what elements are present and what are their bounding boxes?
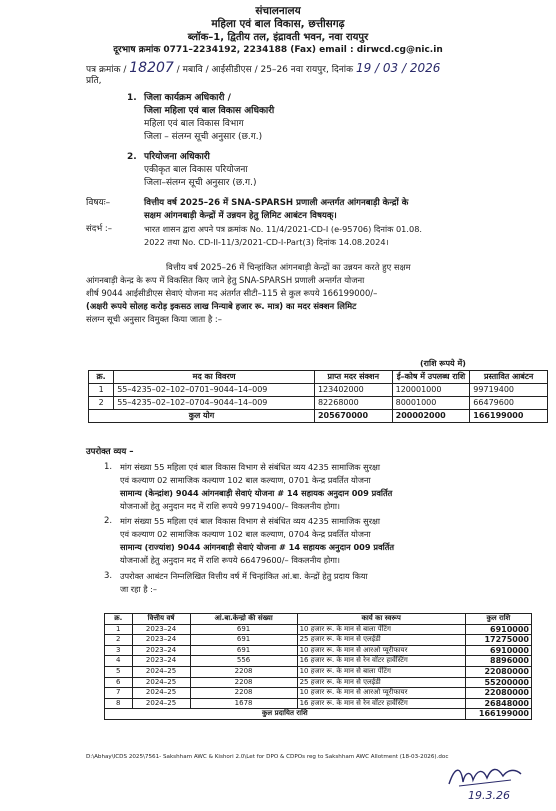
row-alloc: 66479600 — [470, 397, 548, 410]
expense-3-number: 3. — [104, 571, 113, 581]
amount-unit-note: (राशि रूपये में) — [420, 359, 466, 368]
total-ekosh: 200002000 — [392, 410, 470, 423]
table-row — [105, 656, 532, 667]
row-sn: 5 — [105, 666, 133, 677]
row-amount: 26848000 — [465, 698, 531, 709]
total-amount: 166199000 — [465, 709, 531, 720]
expense-2-line-2: एवं कल्याण 02 सामाजिक कल्याण 102 बाल कल्याण, 0704 केन्द्र प्रवर्तित योजना — [120, 529, 371, 539]
expense-3-line-1: उपरोक्त आबंटन निम्नलिखित वित्तीय वर्ष में चिन्हांकित आं.बा. केन्द्रों हेतु प्रदाय किया — [120, 571, 368, 581]
table-row — [89, 384, 548, 397]
row-count: 2208 — [190, 666, 297, 677]
recipient-1-line-1: जिला कार्यक्रम अधिकारी / — [144, 93, 231, 103]
department-name: महिला एवं बाल विकास, छत्तीसगढ़ — [211, 18, 345, 30]
recipient-1-number: 1. — [127, 93, 137, 103]
row-year: 2023–24 — [132, 645, 190, 656]
subject-line-1: वित्तीय वर्ष 2025–26 में SNA-SPARSH प्रणाली अन्तर्गत आंगनबाड़ी केन्द्रों के — [144, 198, 409, 208]
expense-2-line-1: मांग संख्या 55 महिला एवं बाल विकास विभाग से संबंधित व्यय 4235 सामाजिक सुरक्षा — [120, 516, 381, 526]
row-work: 10 हजार रू. के मान से बाला पेंटिंग — [297, 624, 465, 635]
col-header-count: आं.बा.केन्द्रो की संख्या — [190, 614, 297, 625]
reference-line-1: भारत शासन द्वारा अपने पत्र क्रमांक No. 11/4/2021-CD-I (e-95706) दिनांक 01.08. — [144, 224, 423, 234]
expense-1-line-1: मांग संख्या 55 महिला एवं बाल विकास विभाग से संबंधित व्यय 4235 सामाजिक सुरक्षा — [120, 462, 381, 472]
expense-2-number: 2. — [104, 516, 113, 526]
office-address: ब्लॉक–1, द्वितीय तल, इंद्रावती भवन, नवा रायपुर — [187, 32, 369, 43]
col-header-sn: क्र. — [105, 614, 133, 625]
expense-heading: उपरोक्त व्यय – — [86, 447, 134, 457]
row-ekosh: 120001000 — [392, 384, 470, 397]
row-work: 16 हजार रू. के मान से रेन वॉटर हार्वेस्टिंग — [297, 698, 465, 709]
contact-line: दूरभाष क्रमांक 0771–2234192, 2234188 (Fax) email : dirwcd.cg@nic.in — [113, 45, 443, 55]
table-header-row — [89, 371, 548, 384]
letter-ref-prefix: पत्र क्रमांक / — [86, 65, 127, 75]
expense-2-line-4: योजनाओं हेतु अनुदान मद में राशि रूपये 66479600/– विकलनीय होगा। — [120, 555, 341, 565]
col-header-mother-sanction: प्राप्त मदर संक्शन — [314, 371, 392, 384]
col-header-head: मद का विवरण — [114, 371, 315, 384]
row-year: 2024–25 — [132, 688, 190, 699]
total-label: कुल योग — [89, 410, 315, 423]
table-header-row — [105, 614, 532, 625]
letter-date: 19 / 03 / 2026 — [355, 61, 441, 75]
letter-reference-line — [86, 62, 546, 76]
body-line-2: आंगनबाड़ी केन्द्र के रूप में विकसित किए जाने हेतु SNA-SPARSH प्रणाली अन्तर्गत योजना — [86, 275, 365, 285]
row-work: 25 हजार रू. के मान से एलईडी — [297, 635, 465, 646]
subject-line-2: सक्षम आंगनबाड़ी केन्द्रों में उन्नयन हेतु लिमिट आबंटन विषयक्। — [144, 211, 337, 221]
table-row — [89, 397, 548, 410]
table-row — [105, 624, 532, 635]
row-mother: 123402000 — [314, 384, 392, 397]
prati-label: प्रति, — [86, 76, 102, 86]
allocation-head-table — [88, 370, 548, 423]
row-alloc: 99719400 — [470, 384, 548, 397]
col-header-ekosh: ई–कोष में उपलब्ध राशि — [392, 371, 470, 384]
row-count: 691 — [190, 645, 297, 656]
body-line-5: संलग्न सूची अनुसार विमुक्त किया जाता है :– — [86, 314, 222, 324]
col-header-amount: कुल राशि — [465, 614, 531, 625]
reference-label: संदर्भ :– — [86, 224, 113, 234]
row-sn: 2 — [105, 635, 133, 646]
body-line-1: वित्तीय वर्ष 2025–26 में चिन्हांकित आंगनबाड़ी केन्द्रों का उन्नयन करते हुए सक्षम — [166, 262, 411, 272]
col-header-work: कार्य का स्वरूप — [297, 614, 465, 625]
row-amount: 8896000 — [465, 656, 531, 667]
expense-3-line-2: जा रहा है :– — [120, 584, 158, 594]
row-count: 2208 — [190, 677, 297, 688]
document-file-path: D:\Abhay\ICDS 2025\7561- Sakshham AWC & Kishori 2.0\Let for DPO & CDPOs reg to Sakshham AWC Allotment (18-03-2026).doc — [86, 754, 449, 760]
recipient-1-line-4: जिला – संलग्न सूची अनुसार (छ.ग.) — [144, 132, 263, 142]
row-year: 2024–25 — [132, 666, 190, 677]
row-sn: 1 — [89, 384, 114, 397]
row-mother: 82268000 — [314, 397, 392, 410]
row-work: 10 हजार रू. के मान से आरओ प्यूरीफायर — [297, 688, 465, 699]
col-header-sn: क्र. — [89, 371, 114, 384]
col-header-proposed: प्रस्तावित आबंटन — [470, 371, 548, 384]
expense-2-line-3: सामान्य (राज्यांश) 9044 आंगनबाड़ी सेवाएं योजना # 14 सहायक अनुदान 009 प्रवर्तित — [120, 542, 395, 552]
table-total-row — [89, 410, 548, 423]
recipient-2-line-1: परियोजना अधिकारी — [144, 152, 210, 162]
expense-1-line-4: योजनाओं हेतु अनुदान मद में राशि रूपये 99719400/– विकलनीय होगा। — [120, 501, 341, 511]
letter-ref-suffix: / मबावि / आईसीडीएस / 25–26 नवा रायपुर, दिनांक — [176, 65, 354, 75]
subject-label: विषयः– — [86, 198, 111, 208]
row-year: 2024–25 — [132, 698, 190, 709]
table-row — [105, 635, 532, 646]
body-line-3: शीर्ष 9044 आईसीडीएस सेवाएं योजना मद अंतर्गत सीटी–115 से कुल रूपये 166199000/– — [86, 288, 378, 298]
row-amount: 55200000 — [465, 677, 531, 688]
row-year: 2023–24 — [132, 624, 190, 635]
table-row — [105, 677, 532, 688]
total-label: कुल प्रदायित राशि — [105, 709, 466, 720]
recipient-2-line-3: जिला–संलग्न सूची अनुसार (छ.ग.) — [144, 178, 257, 188]
total-alloc: 166199000 — [470, 410, 548, 423]
col-header-year: वित्तीय वर्ष — [132, 614, 190, 625]
total-mother: 205670000 — [314, 410, 392, 423]
table-row — [105, 645, 532, 656]
row-amount: 6910000 — [465, 645, 531, 656]
table-row — [105, 666, 532, 677]
row-count: 556 — [190, 656, 297, 667]
awc-allotment-table — [104, 613, 532, 720]
office-title: संचालनालय — [255, 5, 301, 17]
expense-1-line-3: सामान्य (केन्द्रांश) 9044 आंगनबाड़ी सेवाएं योजना # 14 सहायक अनुदान 009 प्रवर्तित — [120, 488, 393, 498]
recipient-2-number: 2. — [127, 152, 137, 162]
row-sn: 3 — [105, 645, 133, 656]
row-sn: 1 — [105, 624, 133, 635]
expense-1-number: 1. — [104, 462, 113, 472]
signature-date: 19.3.26 — [468, 789, 510, 802]
row-work: 16 हजार रू. के मान से रेन वॉटर हार्वेस्टिंग — [297, 656, 465, 667]
letter-ref-number: 18207 — [129, 60, 174, 76]
row-year: 2023–24 — [132, 656, 190, 667]
recipient-2-line-2: एकीकृत बाल विकास परियोजना — [144, 165, 248, 175]
table-row — [105, 688, 532, 699]
row-amount: 17275000 — [465, 635, 531, 646]
row-head: 55–4235–02–102–0704–9044–14–009 — [114, 397, 315, 410]
reference-line-2: 2022 तथा No. CD-II-11/3/2021-CD-I-Part(3) दिनांक 14.08.2024। — [144, 237, 389, 247]
row-year: 2024–25 — [132, 677, 190, 688]
row-amount: 22080000 — [465, 666, 531, 677]
row-count: 691 — [190, 624, 297, 635]
table-row — [105, 698, 532, 709]
row-sn: 4 — [105, 656, 133, 667]
row-ekosh: 80001000 — [392, 397, 470, 410]
row-head: 55–4235–02–102–0701–9044–14–009 — [114, 384, 315, 397]
recipient-1-line-2: जिला महिला एवं बाल विकास अधिकारी — [144, 106, 275, 116]
row-count: 2208 — [190, 688, 297, 699]
row-amount: 6910000 — [465, 624, 531, 635]
row-amount: 22080000 — [465, 688, 531, 699]
signature-image — [445, 762, 525, 792]
expense-1-line-2: एवं कल्याण 02 सामाजिक कल्याण 102 बाल कल्याण, 0701 केन्द्र प्रवर्तित योजना — [120, 475, 371, 485]
body-line-4: (अक्षरी रूपये सोलह करोड़ इकसठ लाख निन्याबे हजार रू. मात्र) का मदर संक्शन लिमिट — [86, 301, 357, 311]
row-count: 1678 — [190, 698, 297, 709]
row-work: 10 हजार रू. के मान से आरओ प्यूरीफायर — [297, 645, 465, 656]
recipient-1-line-3: महिला एवं बाल विकास विभाग — [144, 119, 244, 129]
row-sn: 8 — [105, 698, 133, 709]
row-year: 2023–24 — [132, 635, 190, 646]
row-work: 25 हजार रू. के मान से एलईडी — [297, 677, 465, 688]
row-sn: 7 — [105, 688, 133, 699]
row-sn: 2 — [89, 397, 114, 410]
table-total-row — [105, 709, 532, 720]
row-work: 10 हजार रू. के मान से बाला पेंटिंग — [297, 666, 465, 677]
row-sn: 6 — [105, 677, 133, 688]
row-count: 691 — [190, 635, 297, 646]
